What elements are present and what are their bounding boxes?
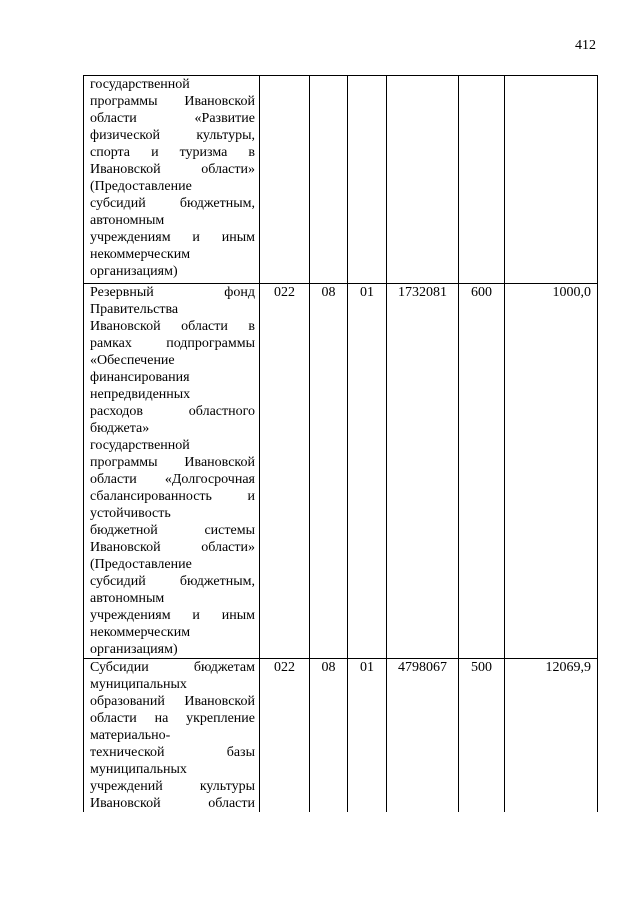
amount <box>505 76 598 284</box>
ministry-code <box>260 76 310 284</box>
table-row <box>84 284 598 659</box>
table-row <box>84 659 598 813</box>
expense-type-code <box>459 76 505 284</box>
ministry-code: 022 <box>260 659 310 813</box>
row-description: Резервный фонд Правительства Ивановской области в рамках подпрограммы «Обеспечение финансирования непредвиденных расходов областного бюджета» государственной программы Ивановской области «Долгосрочная сбалансированность и устойчивость бюджетной системы Ивановской области» (Предоставление субсидий бюджетным, автономным учреждениям и иным некоммерческим организациям) <box>84 284 260 659</box>
section-code: 08 <box>310 659 348 813</box>
subsection-code: 01 <box>348 659 387 813</box>
amount: 12069,9 <box>505 659 598 813</box>
expense-type-code: 500 <box>459 659 505 813</box>
target-code <box>387 76 459 284</box>
table-row <box>84 76 598 284</box>
row-description: государственной программы Ивановской области «Развитие физической культуры, спорта и туризма в Ивановской области» (Предоставление субсидий бюджетным, автономным учреждениям и иным некоммерческим организациям) <box>84 76 260 284</box>
row-description: Субсидии бюджетам муниципальных образований Ивановской области на укрепление материально- технической базы муниципальных учреждений культуры Ивановской области <box>84 659 260 813</box>
ministry-code: 022 <box>260 284 310 659</box>
page-number: 412 <box>575 38 596 53</box>
section-code: 08 <box>310 284 348 659</box>
expense-type-code: 600 <box>459 284 505 659</box>
section-code <box>310 76 348 284</box>
budget-table <box>83 75 598 812</box>
amount: 1000,0 <box>505 284 598 659</box>
subsection-code <box>348 76 387 284</box>
target-code: 4798067 <box>387 659 459 813</box>
target-code: 1732081 <box>387 284 459 659</box>
subsection-code: 01 <box>348 284 387 659</box>
